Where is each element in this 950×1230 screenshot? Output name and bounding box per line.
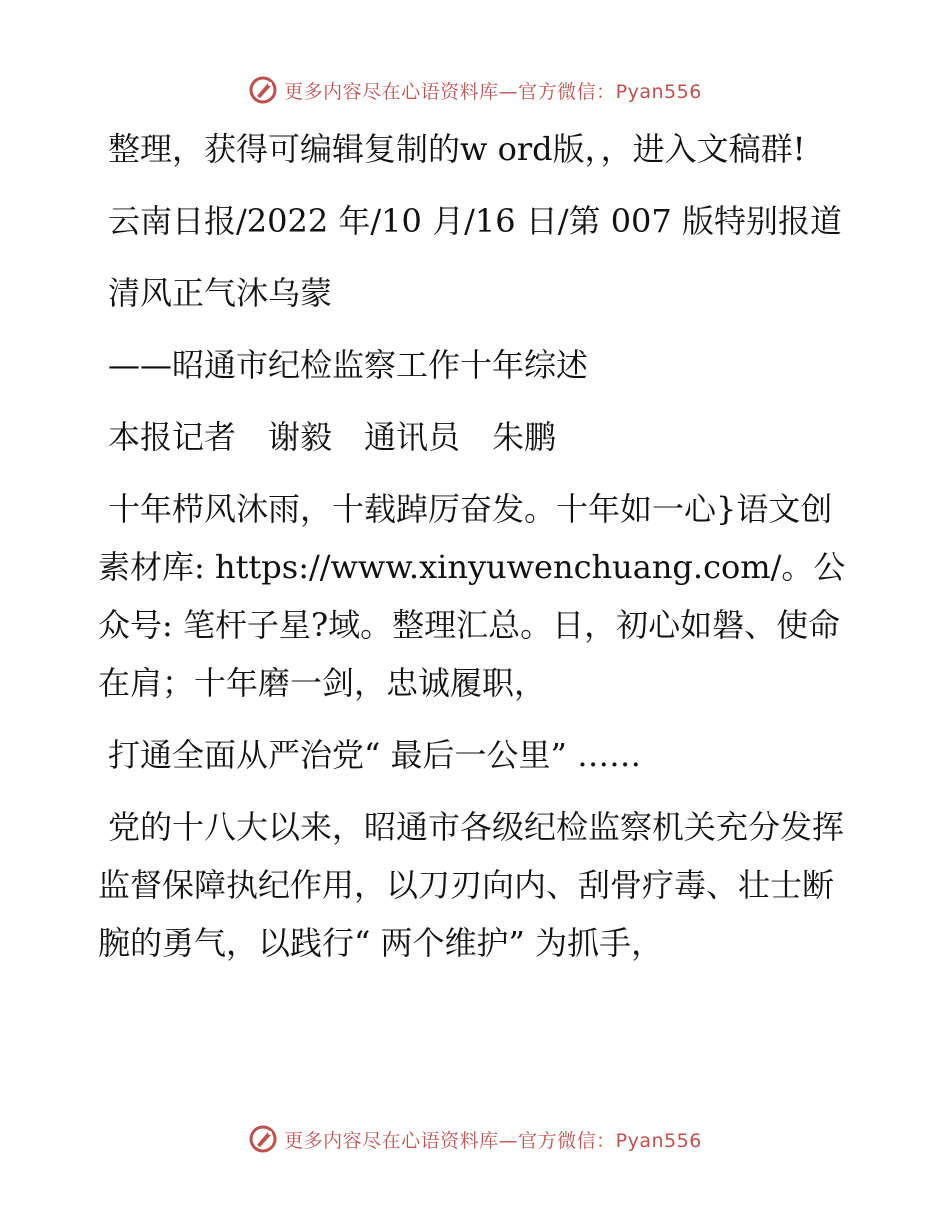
document-body: [98, 120, 858, 986]
pen-seal-icon: [248, 1124, 278, 1154]
article-title: 清风正气沐乌蒙: [108, 274, 333, 312]
watermark-text: 更多内容尽在心语资料库—官方微信：Pyan556: [284, 80, 702, 103]
paragraph-body-1: 十年栉风沐雨，十载踔厉奋发。十年如一心}语文创素材库: https://www.xinyuwenchuang.com/。公众号: 笔杆子星?域。整理汇总。日，初心如磐、使命在肩；十年磨一剑，忠诚履职，: [98, 490, 846, 702]
paragraph-body-3: 党的十八大以来，昭通市各级纪检监察机关充分发挥监督保障执纪作用，以刀刃向内、刮骨疗毒、壮士断腕的勇气，以践行“ 两个维护” 为抓手，: [98, 808, 845, 962]
footer-watermark: [0, 1119, 950, 1159]
article-subtitle: ——昭通市纪检监察工作十年综述: [108, 346, 589, 384]
pen-seal-icon: [248, 75, 278, 105]
paragraph-intro: 整理，获得可编辑复制的w ord版，，进入文稿群!: [108, 130, 806, 168]
watermark-text: 更多内容尽在心语资料库—官方微信：Pyan556: [284, 1129, 702, 1152]
paragraph-source: 云南日报/2022 年/10 月/16 日/第 007 版特别报道: [108, 202, 842, 240]
article-byline: 本报记者 谢毅 通讯员 朱鹏: [108, 418, 557, 456]
header-watermark: [0, 70, 950, 110]
paragraph-body-2: 打通全面从严治党“ 最后一公里” ……: [108, 736, 642, 774]
